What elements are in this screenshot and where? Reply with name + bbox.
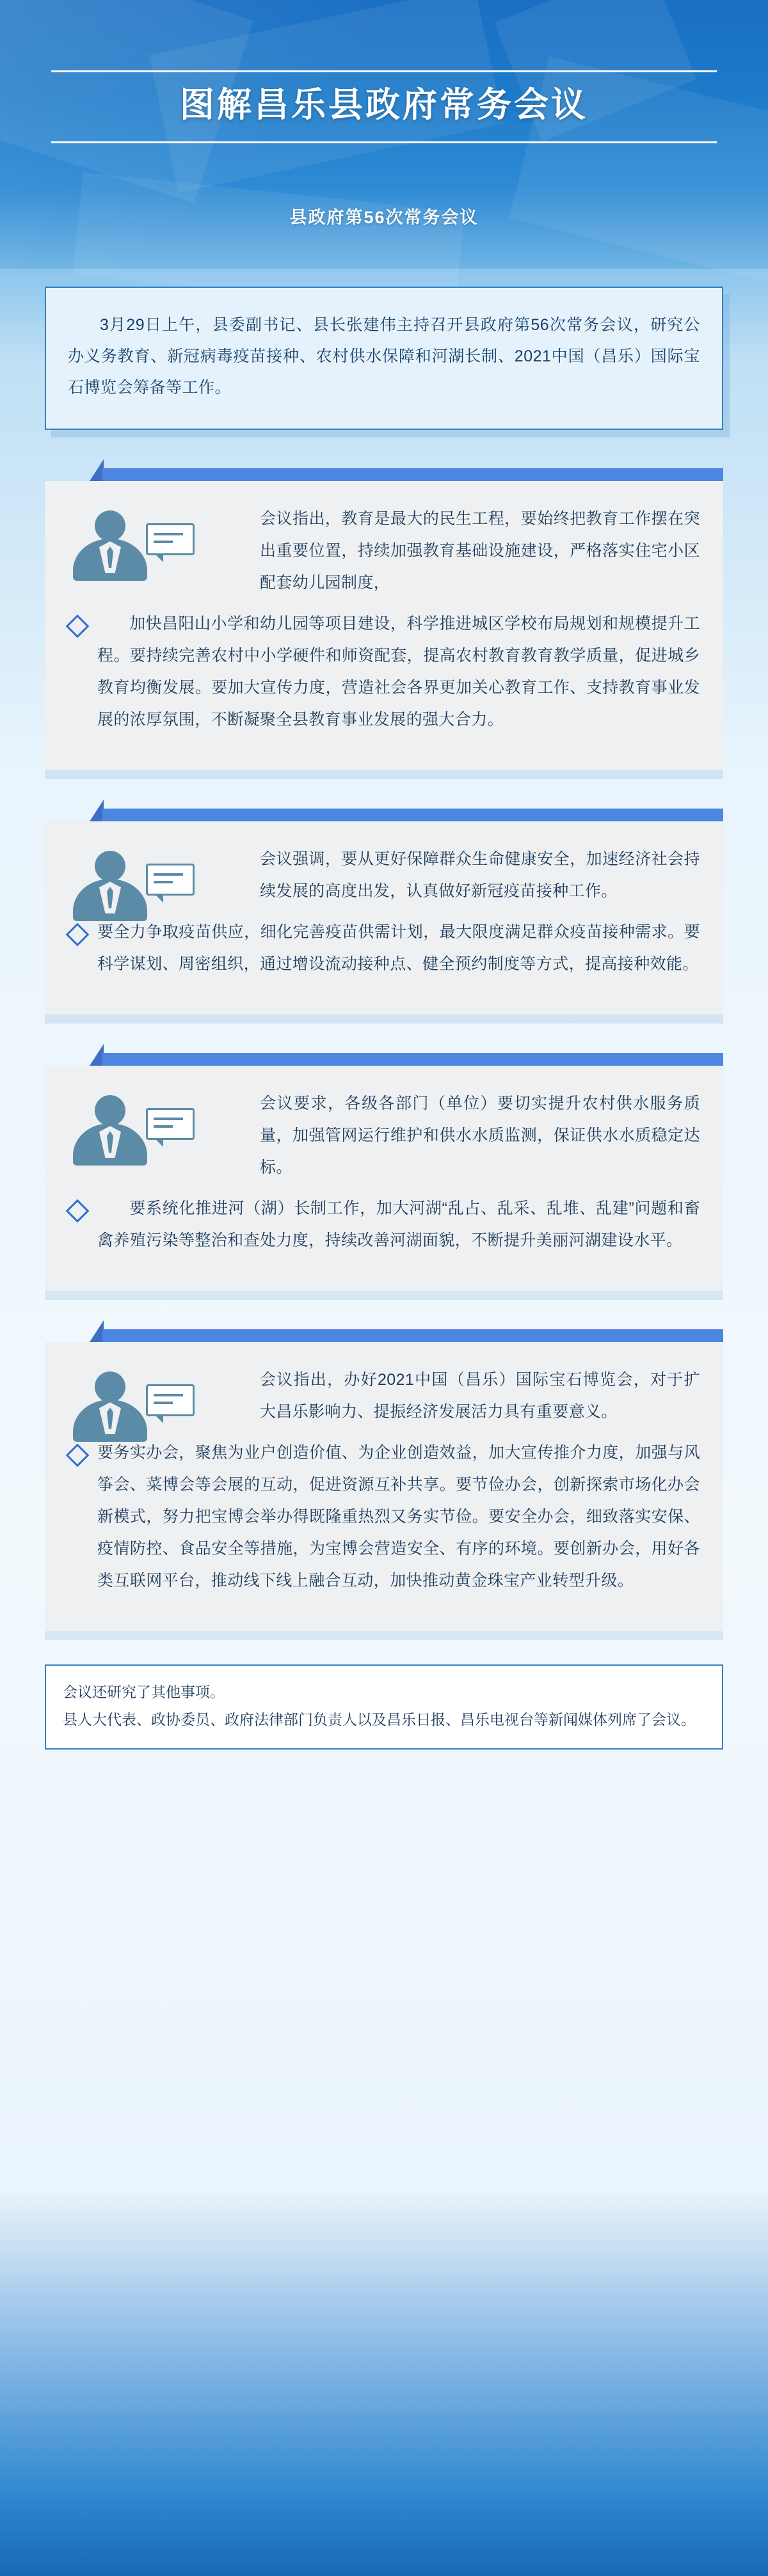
paragraph (68, 1437, 700, 1597)
footnote-box (45, 1664, 723, 1750)
section-card (45, 1342, 723, 1631)
diamond-marker-icon (66, 1444, 90, 1467)
section-card (45, 481, 723, 770)
section-ribbon (45, 1320, 723, 1342)
paragraph (68, 503, 700, 599)
section-education (45, 459, 723, 770)
ribbon-bar (102, 809, 723, 821)
footnote-line-1: 会议还研究了其他事项。 (63, 1684, 225, 1701)
page-title: 图解昌乐县政府常务会议 (180, 86, 588, 124)
paragraph-text: 会议指出，办好2021中国（昌乐）国际宝石博览会，对于扩大昌乐影响力、提振经济发展活力具有重要意义。 (260, 1371, 700, 1421)
section-ribbon (45, 800, 723, 821)
paragraph (68, 1087, 700, 1183)
paragraph-text: 要系统化推进河（湖）长制工作，加大河湖“乱占、乱采、乱堆、乱建”问题和畜禽养殖污染等整治和查处力度，持续改善河湖面貌，不断提升美丽河湖建设水平。 (97, 1199, 700, 1250)
title-frame (51, 70, 717, 143)
paragraph-text: 要全力争取疫苗供应，细化完善疫苗供需计划，最大限度满足群众疫苗接种需求。要科学谋划、周密组织，通过增设流动接种点、健全预约制度等方式，提高接种效能。 (97, 923, 700, 974)
footnote-line-2: 县人大代表、政协委员、政府法律部门负责人以及昌乐日报、昌乐电视台等新闻媒体列席了会议。 (63, 1711, 696, 1728)
header-banner (0, 0, 768, 269)
ribbon-tail (90, 800, 104, 821)
diamond-marker-icon (66, 615, 90, 638)
ribbon-bar (102, 1329, 723, 1342)
section-gem-expo (45, 1320, 723, 1631)
paragraph (68, 1364, 700, 1428)
ribbon-tail (90, 1320, 104, 1342)
diamond-marker-icon (66, 1199, 90, 1223)
paragraph-text: 会议强调，要从更好保障群众生命健康安全，加速经济社会持续发展的高度出发，认真做好新冠疫苗接种工作。 (260, 850, 700, 901)
section-ribbon (45, 459, 723, 481)
section-card (45, 821, 723, 1015)
paragraph-text: 会议要求，各级各部门（单位）要切实提升农村供水服务质量，加强管网运行维护和供水水质监测，保证供水水质稳定达标。 (260, 1094, 700, 1177)
paragraph (68, 916, 700, 980)
section-card (45, 1066, 723, 1291)
intro-text: 3月29日上午，县委副书记、县长张建伟主持召开县政府第56次常务会议，研究公办义务教育、新冠病毒疫苗接种、农村供水保障和河湖长制、2021中国（昌乐）国际宝石博览会筹备等工作。 (68, 316, 700, 397)
paragraph-text: 加快昌阳山小学和幼儿园等项目建设，科学推进城区学校布局规划和规模提升工程。要持续完善农村中小学硬件和师资配套，提高农村教育教育教学质量，促进城乡教育均衡发展。要加大宣传力度，营造社会各界更加关心教育工作、支持教育事业发展的浓厚氛围，不断凝聚全县教育事业发展的强大合力。 (97, 615, 700, 729)
paragraph-text: 要务实办会，聚焦为业户创造价值、为企业创造效益，加大宣传推介力度，加强与风筝会、菜博会等会展的互动，促进资源互补共享。要节俭办会，创新探索市场化办会新模式，努力把宝博会举办得既隆重热烈又务实节俭。要安全办会，细致落实安保、疫情防控、食品安全等措施，为宝博会营造安全、有序的环境。要创新办会，用好各类互联网平台，推动线下线上融合互动，加快推动黄金珠宝产业转型升级。 (97, 1444, 700, 1590)
page-subtitle: 县政府第56次常务会议 (289, 208, 479, 227)
bottom-spacer (0, 1750, 768, 1845)
diamond-marker-icon (66, 923, 90, 947)
paragraph (68, 608, 700, 736)
ribbon-bar (102, 1053, 723, 1066)
paragraph (68, 843, 700, 907)
intro-box (45, 287, 723, 430)
section-vaccine (45, 800, 723, 1015)
paragraph-text: 会议指出，教育是最大的民生工程，要始终把教育工作摆在突出重要位置，持续加强教育基础设施建设，严格落实住宅小区配套幼儿园制度， (260, 510, 700, 592)
intro-section (45, 287, 723, 430)
ribbon-bar (102, 468, 723, 481)
section-ribbon (45, 1044, 723, 1066)
ribbon-tail (90, 459, 104, 481)
section-water-river (45, 1044, 723, 1291)
paragraph (68, 1192, 700, 1256)
ribbon-tail (90, 1044, 104, 1066)
